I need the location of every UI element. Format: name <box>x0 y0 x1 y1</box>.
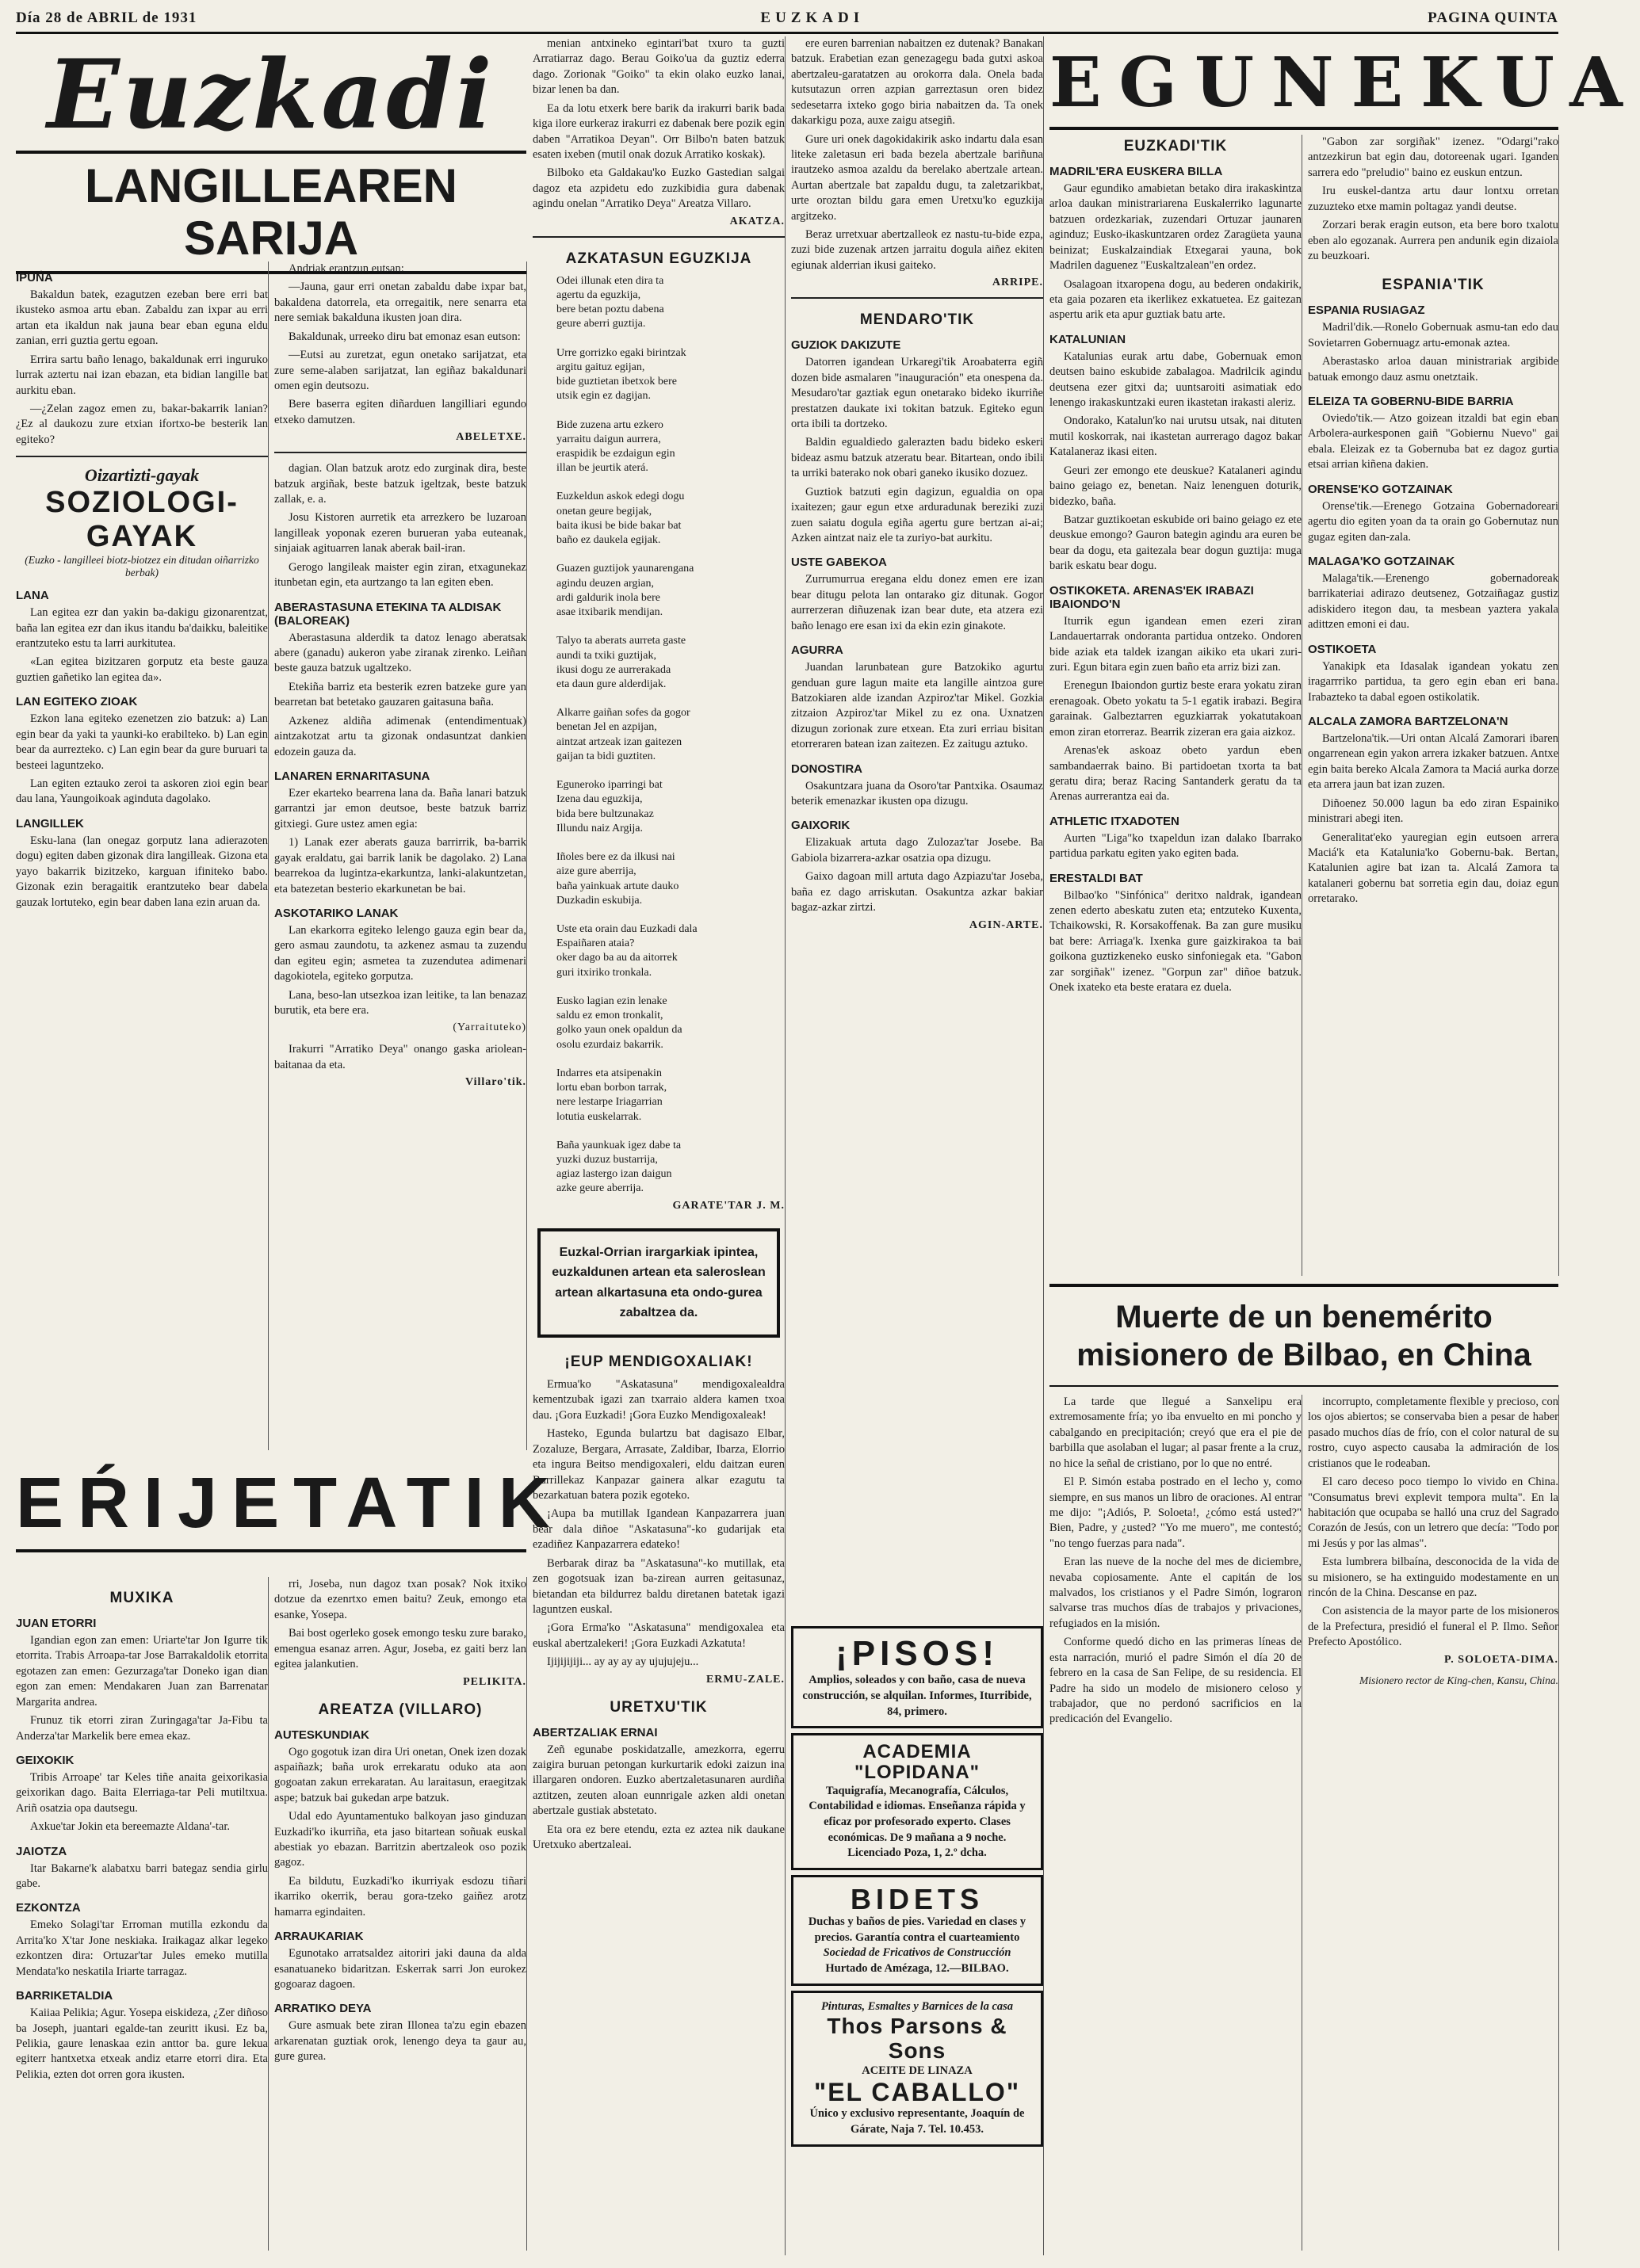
section-heading: ELEIZA TA GOBERNU-BIDE BARRIA <box>1308 395 1514 409</box>
section-heading: USTE GABEKOA <box>791 556 887 570</box>
erijetatik-block <box>16 1458 564 1552</box>
paragraph: Esta lumbrera bilbaína, desconocida de la vida de su misionero, se ha extinguido modestamente en un rincón de la China. Descanse en paz. <box>1308 1556 1558 1600</box>
paragraph: Kaiiaa Pelikia; Agur. Yosepa eiskideza, ¿Zer diñoso ba Joseph, juantari egalde-tan zeuritt ikusi. Ez ba, Pelikia, gaure lenaskaa ezin anttor ba. gure lekua egiterr hantxetxa etxeak andiz etarre etorri dira. Eta Pelikia, ezten dot orren gora ikusten. <box>16 2006 269 2081</box>
paragraph: Ea bildutu, Euzkadi'ko ikurriyak esdozu tiñari ikarriko okerrik, berau gora-tzeko gaiñez arotz hamarra egindaiten. <box>274 1874 526 1919</box>
paragraph: rri, Joseba, nun dagoz txan posak? Nok itxiko dotzue da ezenrtxo emen baitu? Zeuk, emongo eta esanke, Yosepa. <box>274 1578 526 1621</box>
paragraph: Lan ekarkorra egiteko lelengo gauza egin bear da, gero asmau zaundotu, ta azkenez asmau ta zuzendu dan egiteu egin; asmetea ta zuzendutea adimenari dagokiotela, egiteko gorputza. <box>274 923 526 983</box>
paragraph: Gaixo dagoan mill artuta dago Azpiazu'tar Joseba, baña ez dago arriskutan. Osakuntza azkar bakiar bagaz-azkar zirtzi. <box>791 870 1043 914</box>
paragraph: Eran las nueve de la noche del mes de diciembre, nevaba copiosamente. Ante el capitán de los malvados, los cristianos y el Padre Simón, lograron salvarse tras muchos días de trabajos y privaciones, refugiados en la misión. <box>1049 1556 1302 1630</box>
paragraph: Batzar guztikoetan eskubide ori baino geiago ez ete deuskue emongo? Gauron bategin agindu ara euren be bear da dogu, eta gaitezala bear dogun guztija: muga barik eskatu bear dogu. <box>1049 514 1302 573</box>
signature: (Yarraituteko) <box>453 1021 526 1034</box>
paragraph: Eta ora ez bere etendu, ezta ez aztea nik daukane Uretxuko abertzaleai. <box>533 1823 785 1852</box>
paragraph: «Lan egitea bizitzaren gorputz eta beste gauza guztien gañetiko lan egitea da». <box>16 655 268 684</box>
paragraph: Gure asmuak bete ziran Illonea ta'zu egin ebazen arkarenatan guztiak orok, lenengo deya ta gaur au, gure gurea. <box>274 2019 526 2064</box>
paragraph: Oviedo'tik.— Atzo goizean itzaldi bat egin eban Arbolera-aurkesponen gaiñ "Gobiernu Nuevo" gai ebala. Eleizak ez ta Gobernuba bat ez dagoz gurtia etsai arrian kiñena dakien. <box>1308 412 1558 472</box>
ad-parsons <box>791 1991 1043 2147</box>
paragraph: Itar Bakarne'k alabatxu barri bategaz sendia girlu gabe. <box>16 1861 268 1891</box>
headline-erijetatik: EŔIJETATIK <box>16 1458 526 1552</box>
paragraph: ¡Gora Erma'ko "Askatasuna" mendigoxalea eta euskal abertzalekeri! ¡Gora Euzkadi Azkatuta! <box>533 1621 785 1650</box>
paragraph: —Eutsi au zuretzat, egun onetako sarijatzat, eta zure seme-alaben sarijatzat, lan egiñaz bakaldunari omen egin deutsozu. <box>274 349 526 392</box>
ad-parsons-pre: Pinturas, Esmaltes y Barnices de la casa <box>820 1999 1014 2013</box>
ad-bidets <box>791 1875 1043 1986</box>
divider <box>16 456 268 457</box>
paragraph: Azkenez aldiña adimenak (entendimentuak) aintzakotzat artu ta gizonak ondasuntzat dankien edozein gauza da. <box>274 714 526 758</box>
section-heading: ESPANIA RUSIAGAZ <box>1308 304 1425 318</box>
paragraph: Osalagoan itxaropena dogu, au bederen ondakirik, eta gaia pozaren eta ikerlikez exkatuetea. Ez gaitezan aspertu arik eta apur guztiak batu arte. <box>1049 277 1302 322</box>
signature: AGIN-ARTE. <box>969 918 1043 931</box>
paragraph: Bai bost ogerleko gosek emongo tesku zure barako, emengua esanaz arren. Agur, Joseba, ez gaiti berz lan egitea jalankutien. <box>274 1627 526 1671</box>
paragraph: Bilboko eta Galdakau'ko Euzko Gastedian salgai dagoz eta azpidetu edo zuzkibidia gura dabenak agindu onelan "Arratiko Deya" Areatza Villaro. <box>533 166 785 211</box>
divider <box>533 236 785 238</box>
ad-bidets-address: Hurtado de Amézaga, 12.—BILBAO. <box>825 1961 1009 1975</box>
paragraph: La tarde que llegué a Sanxelipu era extremosamente fría; yo iba envuelto en mi poncho y cabalgando en precipitación; creyó que era el pie de barbilla que asolaban el lugar; al pasar frente a la cruz, no hice la señal de cristiano, por lo que no entré. <box>1049 1396 1302 1470</box>
ad-bidets-title: BIDETS <box>850 1882 984 1915</box>
section-heading: MADRIL'ERA EUSKERA BILLA <box>1049 165 1223 178</box>
section-heading: ARRAUKARIAK <box>274 1930 364 1944</box>
section-heading: ORENSE'KO GOTZAINAK <box>1308 482 1453 496</box>
paragraph: ¡Aupa ba mutillak Igandean Kanpazarrera juan bear dala diñoe "Askatasuna"-ko gudarijak eta ezadiñez Kanpazarrera edateko! <box>533 1507 785 1552</box>
signature: PELIKITA. <box>463 1675 526 1688</box>
section-title: EUZKADI'TIK <box>1123 138 1228 155</box>
divider <box>274 452 526 453</box>
ad-parsons-text: Único y exclusivo representante, Joaquín de Gárate, Naja 7. Tel. 10.453. <box>809 2107 1025 2136</box>
paragraph: dagian. Olan batzuk arotz edo zurginak dira, beste batzuk argiñak, beste batzuk igeltzak, beste batzuk zallak, e. a. <box>274 462 526 506</box>
paragraph: Etekiña barriz eta besterik ezren batzeke gure yan bearretan bat betetako gauzaren gaitasuna baña. <box>274 680 526 709</box>
ad-pisos-text: Amplios, soleados y con baño, casa de nueva construcción, se alquilan. Informes, Iturribide, 84, primero. <box>802 1674 1032 1718</box>
section-title: URETXU'TIK <box>610 1698 708 1716</box>
paragraph: El caro deceso poco tiempo lo vivido en China. "Consumatus brevi explevit tempora multa". En la habitación que ocupaba se halló una cruz del Sagrado Corazón de Jesús, con un letrero que decía: "Todo por mi Jesús y por las almas". <box>1308 1476 1558 1550</box>
section-heading: DONOSTIRA <box>791 762 862 776</box>
paragraph: Iru euskel-dantza artu daur lontxu orretan zuzuzteko etxe mamin poltagaz yandi deutse. <box>1308 185 1558 213</box>
section-title-mendaro: MENDARO'TIK <box>859 311 975 329</box>
paragraph: Ogo gogotuk izan dira Uri onetan, Onek izen dozak aspaiñazk; baña urok errekaratu oduko ata aon gogoatan zakun errekaratan. Au laraitasun, eraegitzak aspe; batzuk bai gukedan arpe batzuk. <box>274 1745 526 1804</box>
paragraph: Zorzari berak eragin eutson, eta bere boro txalotu eben alo egozanak. Aurrera pen andunik egin dizaiola zu beuzkoari. <box>1308 219 1558 262</box>
paragraph: Malaga'tik.—Erenengo gobernadoreak barrikateriai adirazo deutsenez, Gotzaiñagaz gustiz adiskidero itegon dau, ta mesbean yaztera yakala adittzen emoni ei dau. <box>1308 572 1558 632</box>
paragraph: Ondorako, Katalun'ko nai urutsu utsak, nai dituten mutil koskorrak, nai ikastetan aurrerago dagoz bakar Katalaneraz ikasi eiten. <box>1049 414 1302 459</box>
ad-pisos-title: ¡PISOS! <box>835 1634 999 1673</box>
ad-parsons-title: Thos Parsons & Sons <box>827 2014 1007 2063</box>
ads-stack <box>791 1621 1043 2152</box>
signature: ARRIPE. <box>992 277 1043 289</box>
paragraph: Juandan larunbatean gure Batzokiko agurtu genduan gure lagun maite eta langille aintzoa gure Batzokiaren alde izandan Azpiroz'tar Mikel. Gozkia zitzaion Azpiroz'tar Mikel zu ez ona. Uxnatzen dizugun zorionak zure etxean. Eta zuri erriau bisitan etorreraren batean izan zaitezen. Ez zaitugu aztuko. <box>791 661 1043 751</box>
paragraph: El P. Simón estaba postrado en el lecho y, como siempre, en sus manos un libro de oraciones. Al entrar me dijo: "¡Adiós, P. Soloeta!, ¿cómo está usted?" Bien, Padre, y ¿usted? "Yo me muero", me contestó; "no tengo fuerzas para nada". <box>1049 1476 1302 1550</box>
paragraph: Bakaldunak, urreeko diru bat emonaz esan eutson: <box>289 330 521 343</box>
paragraph: Aberastasko arloa dauan ministrariak argibide batuak emongo dauz asmu onetztaik. <box>1308 355 1558 384</box>
ad-bidets-company: Sociedad de Fricativos de Construcción <box>823 1946 1011 1960</box>
paragraph: Diñoenez 50.000 lagun ba edo ziran Espainiko ministrari abegi iten. <box>1308 796 1558 826</box>
section-heading: GEIXOKIK <box>16 1753 75 1767</box>
masthead-block <box>16 40 526 274</box>
paragraph: Berbarak diraz ba "Askatasuna"-ko mutillak, eta zen gogotsuak izan ba-zirean aurren geitasunaz, bietandan eta bildurrez baldu diretanen batetak igazi laguntzen euskal. <box>533 1556 785 1616</box>
section-heading: GUZIOK DAKIZUTE <box>791 338 901 353</box>
section-heading: ABERTZALIAK ERNAI <box>533 1725 658 1739</box>
spanish-column-right <box>1308 1395 1559 2251</box>
sociology-title: SOZIOLOGI-GAYAK <box>45 486 239 554</box>
paragraph: Elizakuak artuta dago Zulozaz'tar Josebe. Ba Gabiola bizarrera-azkar osatzia opa dizugu. <box>791 836 1043 865</box>
header-page-number: PAGINA QUINTA <box>1428 10 1558 26</box>
divider <box>791 297 1043 299</box>
section-heading: ASKOTARIKO LANAK <box>274 906 399 920</box>
paragraph: Bartzelona'tik.—Uri ontan Alcalá Zamorari ibaren ongarrenean egin yakon arrera izkaker batzuen. Antxe egin baita bereko Alcala Zamora ta Maciá aurka dorze eta arrera jaun bat izan zuzen. <box>1308 731 1558 792</box>
paragraph: Zurrumurrua eregana eldu donez emen ere izan bear ditugu pelota lan ontarako giz ditunak. Gogor aurrerzeran diñuzenak izan bear dute, eta atzera ezi baño lenago ere esan ixi da ekin ezin ginakote. <box>791 573 1043 632</box>
paragraph: Zeñ egunabe poskidatzalle, amezkorra, egerru zaigira buruan petongan kurkurtarik edoki zaizun ina illargaren ondoren. Euzko abertzaletasunaren aurdiña aztitzen, zeuten aloan eunnrigale azken aldi onetan abertzale gustiak abstetato. <box>533 1743 785 1818</box>
paragraph: Iturrik egun igandean emen ezeri ziran Landauertarrak ondoranta partidua ontzeko. Ondoren bide aziak eta taldek izangan aikiko eta ukari zuri-zuri. Egun bitara egin zuen baño eta arriz bizi zan. <box>1049 614 1302 674</box>
signature: ERMU-ZALE. <box>705 1673 785 1686</box>
masthead-logo: Euzkadi <box>47 39 495 151</box>
sociology-subtitle: (Euzko - langilleei biotz-biotzez ein ditudan oiñarrizko berbak) <box>25 554 259 579</box>
paragraph: Ermua'ko "Askatasuna" mendigoxalealdra kementzubak igazi zan txarraio aldera kamen txoa dau. ¡Gora Euzkadi! ¡Gora Euzko Mendigoxaleak! <box>533 1378 785 1422</box>
section-heading: OSTIKOETA <box>1308 642 1377 656</box>
paragraph: Beraz urretxuar abertzalleok ez nastu-tu-bide ezpa, zuzi bide zuzenak artzen jarraitu dogula aiñez ekiten egiunak alderrian ikusi gaiteko. <box>791 228 1043 272</box>
ad-pisos <box>791 1626 1043 1728</box>
paragraph: Generalitat'eko yauregian egin eutsoen arrera Maciá'k eta Katalunia'ko Gobernu-bak. Bertan, Katalunien agire bat izan ta. Alcalá Zamora ta katalaneri gobernu bat sorretia egin dau, doiaz egun orretarako. <box>1308 830 1558 906</box>
sociology-pre-title: Oizartizti-gayak <box>84 465 200 486</box>
paragraph: Errira sartu baño lenago, bakaldunak erri inguruko lurrak aztertu nai izan ebazan, eta bidian langille bat aurkitu eban. <box>16 353 268 397</box>
header-paper-name: EUZKADI <box>760 10 865 26</box>
signature: P. SOLOETA-DIMA. <box>1444 1653 1558 1666</box>
paragraph: Bakaldun batek, ezagutzen ezeban bere erri bat ikusteko asmoa artu eban. Zabaldu zan ixpar au erri artan eta ikaldun nak jauna bear eban eguna eldu zanian, erri guztia gertu egoan. <box>16 288 268 348</box>
ad-parsons-brand: "EL CABALLO" <box>814 2078 1020 2107</box>
column-4 <box>791 36 1044 2255</box>
paragraph: Igandian egon zan emen: Uriarte'tar Jon Igurre tik etorrita. Trabis Arroapa-tar Jose Barrakaldolik etorrita egotazen zan emen: Gezurzaga'tar Doneko igan dian egon zan emen: Mendakaren Juan zan Barrenatar Margarita andrea. <box>16 1634 268 1709</box>
paragraph: Madril'dik.—Ronelo Gobernuak asmu-tan edo dau Sovietarren Gobernuagz artu-emonak aztea. <box>1308 321 1558 349</box>
paragraph: Geuri zer emongo ete deuskue? Katalaneri agindu baino geiago ez, benetan. Naiz lenenguen doturik, bidezko, baña. <box>1049 464 1302 508</box>
signature-role: Misionero rector de King-chen, Kansu, China. <box>1359 1674 1558 1686</box>
paragraph: Aurten "Liga"ko txapeldun izan dalako Ibarrako partidua parkatu egiten yako egiten bada. <box>1049 831 1302 861</box>
paragraph: Aberastasuna alderdik ta datoz lenago aberatsak abere (ganadu) aukeron yabe ziranak zirenko. Leiñan beste gauza batzuk ugaltzeko. <box>274 631 526 675</box>
ipuna-label: IPUŃA <box>16 271 53 284</box>
paragraph: Datorren igandean Urkaregi'tik Aroabaterra egiñ dozen bide asmalaren "inauguración" eta onespena da. Mesudaro'tar gaztiak egun onetarako bideko ikurriñe prestatzen daukate ixi tokitan batzuk. Egiteko egun orta ibili ta dortzeko. <box>791 356 1043 431</box>
section-title-muxika: MUXIKA <box>109 1590 174 1606</box>
column-2-lower <box>274 1577 527 2251</box>
egunekua-title: EGUNEKUA <box>1049 40 1558 130</box>
paragraph: Ezkon lana egiteko ezenetzen zio batzuk: a) Lan egin bear da yaki ta yaunki-ko erabilteko. b) Lan egin bear da aurrezteko. c) Lan egin bear da gure buruari ta besteei laguntzeko. <box>16 712 268 772</box>
section-heading: LANA <box>16 589 49 603</box>
paragraph: Hasteko, Egunda bulartzu bat dagisazo Elbar, Zozaluze, Bergara, Arrasate, Zaldibar, Ibarza, Elorrio eta ingura Beitso mendigoxaleri, eldu daitzan euren Burrillekaz Kanpazar gainera alkar ezagutu ta bezarkatuan batera pozik egoteko. <box>533 1427 785 1502</box>
ad-academia <box>791 1733 1043 1870</box>
paragraph: 1) Lanak ezer aberats gauza barrirrik, ba-barrik gayak eraldatu, gai barrik lanik be dagolako. 2) Lana bearrekoa da lugintza-ekarkuntza, lanki-alakuntzetan, eta batezetan besterio ekarkunetan be bai. <box>274 836 526 895</box>
paragraph: Andriak erantzun eutsan: <box>289 262 404 275</box>
ad-academia-text: Taquigrafía, Mecanografía, Cálculos, Contabilidad e idiomas. Enseñanza rápida y eficaz por profesorado experto. Clases económicas. De 9 mañana a 9 noche. Licenciado Poza, 1, 2.º dcha. <box>809 1784 1026 1860</box>
paragraph: "Gabon zar sorgiñak" izenez. "Odargi"rako antzezkirun bat egin dau, dotoreenak ugari. Iganden sarrera edo "preludio" baino ez euskun entzun. <box>1308 136 1558 179</box>
paragraph: Lan egitea ezr dan yakin ba-dakigu gizonarentzat, baña lan egitea ezr dan ikus itandu ba'daikku, baleitike erantzuteko estu ta larri aurkitutea. <box>16 606 268 651</box>
paragraph: —Jauna, gaur erri onetan zabaldu dabe ixpar bat, bakaldena datorrela, eta orregaitik, nere senarra eta nere semiak bakalduna ikusten joan dira. <box>274 281 526 325</box>
column-1-upper <box>16 262 269 1450</box>
section-heading: AGURRA <box>791 643 843 658</box>
header-date: Día 28 de ABRIL de 1931 <box>16 10 197 26</box>
paragraph: Orense'tik.—Erenego Gotzaina Gobernadoreari agertu dio egiten yoan da ta orain go Gobernutaz nun gugaz egiten dan-zala. <box>1308 499 1558 544</box>
column-3 <box>533 36 786 2255</box>
paragraph: Frunuz tik etorri ziran Zuringaga'tar Ja-Fibu ta Anderza'tar Markelik bere emea ekaz. <box>16 1714 268 1743</box>
section-heading: ARRATIKO DEYA <box>274 2002 372 2016</box>
spanish-column-left <box>1049 1395 1302 2251</box>
advert-box: Euzkal-Orrian irargarkiak ipintea, euzkaldunen artean eta saleroslean artean alkartasuna eta ondo-gurea zabaltzea da. <box>537 1228 780 1338</box>
section-heading: GAIXORIK <box>791 819 851 833</box>
paragraph: Bere baserra egiten diñarduen langilliari egundo etxeko damutzen. <box>274 398 526 426</box>
section-heading: ALCALA ZAMORA BARTZELONA'N <box>1308 714 1508 728</box>
paragraph: incorrupto, completamente flexible y precioso, con los ojos abiertos; se conservaba bien a pesar de haber pasado muchos días de frío, con el color natural de su rostro, cuyo aspecto causaba la admiración de los cristianos que le rodeaban. <box>1308 1396 1558 1470</box>
section-heading: BARRIKETALDIA <box>16 1989 113 2003</box>
headline-langillearen-sarija: LANGILLEAREN SARIJA <box>16 151 526 274</box>
section-heading: MALAGA'KO GOTZAINAK <box>1308 555 1455 569</box>
ad-academia-title: ACADEMIA "LOPIDANA" <box>854 1741 981 1784</box>
paragraph: ere euren barrenian nabaitzen ez dutenak? Banakan batzuk. Erabetian ezan genezagegu bada gutxi askoa abertzaleu-garatatzen au orokorra dala. Onela bada kutsutazun orren azpian garreztasun oren bidez sedesetarra ixteko gogo biria nabaitzen da. Ta onek dakarkigu poza, auxe zaigu atsegiñ. <box>791 37 1043 128</box>
section-heading: JAIOTZA <box>16 1844 67 1858</box>
paragraph: Esku-lana (lan onegaz gorputz lana adierazoten dogu) egiten daben gizonak dira langilleak. Gizona eta yayo bakarrik bizitzeko, karguan ifiniteko babo. Gizonak ezin beragaitik erantzuteko bear dabela gauzak lortuteko, egin bear daben lana ezin aruan da. <box>16 834 268 909</box>
paragraph: Yanakipk eta Idasalak igandean yokatu zen iragarrriko partidua, ta gero egin eban eri bana. Irabazteko ta dabal egoen ostikolatik. <box>1308 659 1558 704</box>
paragraph: Gaur egundiko amabietan betako dira irakaskintza arloa daukan ministrariarena Euskalerriko lagunarte batzuen ordezkariak, zuzendari Ortuzar jaunaren aginduz; Eusko-ikaskuntzaren ordez Zaragüeta yauna beinizat; Euskalzaindiak Etxegarai yauna, bok Madrilen daguenez "Euskaltzalean"en ordez. <box>1049 182 1302 273</box>
spanish-article-block <box>1049 1284 1558 1387</box>
paragraph: Baldin egualdiedo galerazten badu bideko eskeri bideaz asmu batzuk atzeratu bear. Bitartean, ondo ibili ta urriki baterako nok obari ganeko ikusiko dozuez. <box>791 436 1043 480</box>
paragraph: Ijijijijiji... ay ay ay ay ujujujeju... <box>547 1655 699 1669</box>
paragraph: Gure uri onek dagokidakirik asko indartu dala esan liteke zaletasun eri bada bezela abertzale bariñuna irautzeko asmoa azaldu da berelako abertzale artean. Aurtan abertzale bat zapaldu dugu, ta zaletzarikbat, urte oroztan bildu gara emen Uretxu'ko eguzkija argitzeko. <box>791 132 1043 223</box>
paragraph: Osakuntzara juana da Osoro'tar Pantxika. Osaumaz beterik emenazkar ikusten opa dizugu. <box>791 779 1043 808</box>
paragraph: Gerogo langileak maister egin ziran, etxagunekaz itunbetan egin, eta aurtzango ta lan egiten eben. <box>274 560 526 590</box>
section-title-areatza: AREATZA (VILLARO) <box>318 1701 483 1718</box>
ad-bidets-text: Duchas y baños de pies. Variedad en clases y precios. Garantía contra el cuarteamiento <box>808 1915 1026 1944</box>
paragraph: Irakurri "Arratiko Deya" onango gaska ariolean-baitanaa da eta. <box>274 1043 526 1071</box>
paragraph: Josu Kistoren aurretik eta arrezkero be luzaroan langilleak yoponak ezeren burueran yaba euteanak, sinjaiak agituarren lanak aberak bail-iran. <box>274 511 526 556</box>
paragraph: Katalunias eurak artu dabe, Gobernuak emon deutsen baino eskubide zabalagoa. Madrilcik agindu deutsena ezer gitxi da; uuntsaroiti asimatiak edo lenengo irakaskuntzaki euren ikastetan irakasti aleriz. <box>1049 349 1302 410</box>
paragraph: Emeko Solagi'tar Erroman mutilla ezkondu da Arrita'ko X'tar Jone neskiaka. Iraikagaz alkar legeko ezkontzen dira: Ortuzar'tar Jules emeko mutilla Mendata'ko neskatila Iriarte tarragaz. <box>16 1919 268 1978</box>
signature: ABELETXE. <box>456 431 526 444</box>
paragraph: Erenegun Ibaiondon gurtiz beste erara yokatu ziran erenagoak. Obeto yokatu ta 5-1 egatik irabazi. Begira garainak. Galbeztarren eguzkiarrak yokatutakoan emon ziran etorreraz. Bearrik zizeran era gaia aizkoz. <box>1049 679 1302 739</box>
signature: AKATZA. <box>729 215 785 227</box>
section-heading: ATHLETIC ITXADOTEN <box>1049 814 1179 828</box>
paragraph: Ezer ekarteko bearrena lana da. Baña lanari batzuk garrantzi jar emon deutsoe, beste batzuk barriz gitxiegi. Gure ustez amen egia: <box>274 786 526 830</box>
signature: Villaro'tik. <box>465 1076 526 1089</box>
spanish-headline: Muerte de un benemérito misionero de Bilbao, en China <box>1049 1287 1558 1387</box>
ad-parsons-sub: ACEITE DE LINAZA <box>862 2064 973 2077</box>
paragraph: —¿Zelan zagoz emen zu, bakar-bakarrik lanian? ¿Ez al daukozu zure etxian ifortxo-be besterik lan egiteko? <box>16 402 268 446</box>
poem-text: Odei illunak eten dira ta agertu da eguzkija, bere betan poztu dabena geure aberri guztija. Urre gorrizko egaki birintzak argitu gaituz egijan, bide guztietan ibetxok bere utsik egin ez dagijan. Bide zuzena artu ezkero yarraitu daigun aurrera, eraspidik be ezdaigun egin illan be jeurtik aterá. Euzkeldun askok edegi dogu onetan geure begijak, baita ikusi be bide bakar bat baño ez daukela egijak. Guazen guztijok yaunarengana agindu deuzen argian, ardi galdurik inola bere asae itxibarik mendijan. Talyo ta aberats aurreta gaste aundi ta txiki guztijak, ikusi dogu ze aurrerakada eta daun gure alderdijak. Alkarre gaiñan sofes da gogor benetan Jel en azpijan, aintzat artzeak izan gaitezen gaijan ta bidi guztiten. Eguneroko iparringi bat Izena dau eguzkija, bida bere bultzunakaz Illundu naiz Argija. Iñoles bere ez da ilkusi nai aize gure aberrija, baña yainkuak artute dauko Duzkadin eskubija. Uste eta orain dau Euzkadi dala Espaiñaren ataia? oker dago ba au da aitorrek guri itxiriko tronkala. Eusko lagian ezin lenake saldu ez emon tronkalit, golko yaun onek opaldun da osolu ezurdaiz bakarrik. Indarres eta atsipenakin lortu eban borbon tarrak, nere lestarpe Iriagarrian lotutia euskelarrak. Baña yaunkuak igez dabe ta yuzki duzuz bustarrija, agiaz lastergo izan daigun azke geure aberrija. <box>556 274 698 1195</box>
section-heading: LAN EGITEKO ZIOAK <box>16 695 138 709</box>
paragraph: Guztiok batzuti egin dagizun, egualdia on opa ixaitezen; gaur egun etxe arduradunak bereziki zuzi zuen saiatu dogula egiña agertu gure bertzan ai-ai; Azken aintzat naiz ele ta zuriyo-bat aurkitu. <box>791 485 1043 544</box>
column-2-upper <box>274 262 527 1450</box>
paragraph: Con asistencia de la mayor parte de los misioneros de la Prefectura, presidió el funeral el P. Ilmo. Señor Prefecto Apostólico. <box>1308 1605 1558 1649</box>
paragraph: Egunotako arratsaldez aitoriri jaki dauna da alda esanatuaneko bidaritzan. Eskerrak sarri Jon eurokez gogoaraz dagoen. <box>274 1947 526 1991</box>
section-heading: KATALUNIAN <box>1049 332 1126 346</box>
paragraph: Ea da lotu etxerk bere barik da irakurri barik bada kiga ilore eurkeraz irakurri ez dabenak bere pozik egin daben "Arratikoa Deyan". Orr Bilbo'n baten batzuk esaten ixeben (mutil onak dozuk Arratiko koskak). <box>533 101 785 161</box>
section-title: ¡EUP MENDIGOXALIAK! <box>564 1354 753 1371</box>
column-1-lower <box>16 1577 269 2251</box>
paragraph: Bilbao'ko "Sinfónica" deritxo naldrak, igandean zenen ederto abeskatu zuten eta; entzuteko Kuxenta, Tchaikowski, R. Korsakoffenak. Ba zan gure musiku bat bere: Arriaga'k. Ixenka gure gaizkirakoa ta bai goikona guztizkeneko eusko sinfoniegak eta. "Gabon zar sorgiñak" izenez. "Gorpun zar" diñoe batzuk. Onek ixateko eta beste eratara ez duela. <box>1049 888 1302 995</box>
section-heading: ABERASTASUNA ETEKINA TA ALDISAK (BALOREAK) <box>274 600 502 628</box>
section-heading: ERESTALDI BAT <box>1049 871 1143 885</box>
paragraph: Lana, beso-lan utsezkoa izan leitike, ta lan benazaz burutik, eta bere era. <box>274 988 526 1018</box>
section-heading: LANGILLEK <box>16 816 84 830</box>
column-5 <box>1049 135 1302 1276</box>
page-header <box>16 5 1558 34</box>
section-heading: OSTIKOKETA. ARENAS'EK IRABAZI IBAIONDO'N <box>1049 583 1254 611</box>
paragraph: Conforme quedó dicho en las primeras líneas de esta narración, murió el padre Simón el día 20 de febrero en la casa de San Felipe, de su residencia. El Padre ha sido un modelo de misionero celoso y trabajador, que no perdonó sacrificios en la predicación del Evangelio. <box>1049 1636 1302 1726</box>
paragraph: Lan egiten eztauko zeroi ta askoren zioi egin bear dau lana, Yaungoikoak aginduta dagolako. <box>16 777 268 806</box>
paragraph: Axkue'tar Jokin eta bereemazte Aldana'-tar. <box>30 1820 231 1834</box>
section-title: ESPANIA'TIK <box>1382 277 1485 294</box>
column-6 <box>1308 135 1559 1276</box>
section-heading: JUAN ETORRI <box>16 1617 97 1630</box>
section-heading: EZKONTZA <box>16 1901 81 1915</box>
signature: GARATE'TAR J. M. <box>672 1199 785 1212</box>
paragraph: Arenas'ek askoaz obeto yardun eben sambandaerrak baino. Bi partidoetan txorta ta bat geratu dira; beraz Racing Santanderk geratu da ta Arenas aurrerantza eai da. <box>1049 744 1302 804</box>
section-heading: LANAREN ERNARITASUNA <box>274 769 430 783</box>
section-heading: AUTESKUNDIAK <box>274 1728 369 1742</box>
poem-title: AZKATASUN EGUZKIJA <box>565 250 752 267</box>
paragraph: Udal edo Ayuntamentuko balkoyan jaso ginduzan Euzkadi'ko ikurriña, eta jaso bitartean soñuak euskal abestiak yo ebazan. Barritzin abertzaleok oso pozik gagoz. <box>274 1810 526 1869</box>
paragraph: Tribis Arroape' tar Keles tiñe anaita geixorikasia geixorikan dago. Baita Elerriaga-tar Peli mutiltxua. Ariñ osatzia opa dautsegu. <box>16 1770 268 1815</box>
paragraph: menian antxineko egintari'bat txuro ta guzti Arratiarraz dago. Berau Goiko'ua da guztiz ederra dago. Zorionak "Goiko" ta ekin olako euzko lanai, bizar lenen ba dan. <box>533 37 785 97</box>
egunekua-block <box>1049 40 1640 130</box>
